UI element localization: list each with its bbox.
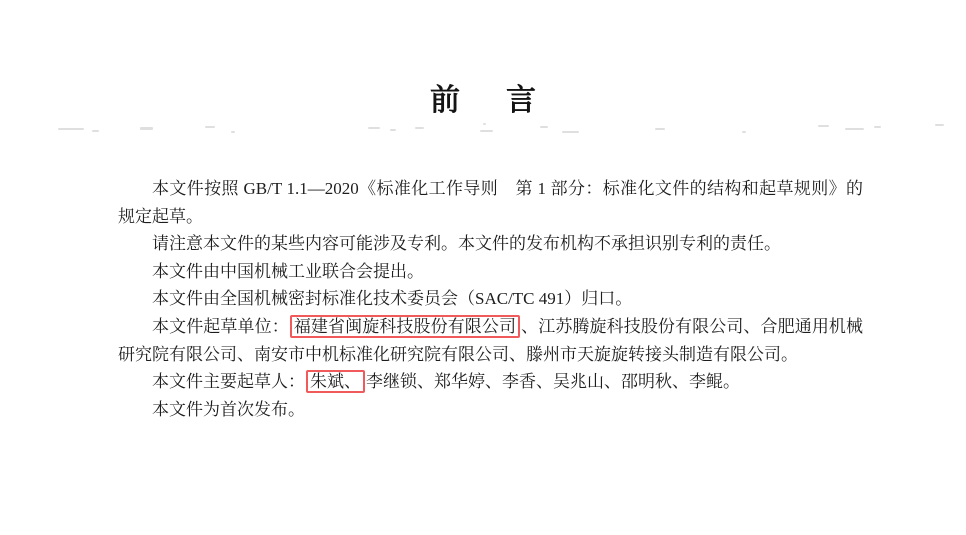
- paragraph-3: [118, 258, 863, 286]
- scan-artifact: [742, 131, 746, 133]
- text-segment: 本文件按照 GB/T 1.1—2020《标准化工作导则 第 1 部分：标准化文件的结构和起草规则》的规定起草。: [118, 179, 863, 226]
- scan-artifact: [140, 127, 153, 130]
- text-segment: 、江苏腾旋科技股份有限公司、合肥通用机械研究院有限公司、南安市中机标准化研究院有限公司、滕州市天旋旋转接头制造有限公司。: [118, 316, 864, 364]
- text-segment: 本文件由中国机械工业联合会提出。: [152, 261, 424, 281]
- scan-artifact: [415, 127, 424, 129]
- paragraph-6: [118, 368, 863, 396]
- scan-artifact: [562, 131, 579, 133]
- paragraph-5: [118, 313, 863, 368]
- page-title-char-1: 前: [430, 84, 460, 117]
- scan-artifact: [231, 131, 235, 133]
- document-body: [118, 175, 863, 423]
- highlight-boxed-text: 朱斌、: [306, 370, 365, 393]
- scan-artifact: [368, 127, 380, 129]
- highlight-boxed-text: 福建省闽旋科技股份有限公司: [290, 315, 520, 338]
- scan-artifact: [655, 128, 665, 130]
- text-segment: 本文件主要起草人：: [152, 372, 305, 392]
- paragraph-4: [118, 285, 863, 313]
- text-segment: 本文件起草单位：: [152, 316, 289, 336]
- scan-artifact: [818, 125, 829, 127]
- text-segment: 本文件由全国机械密封标准化技术委员会（SAC/TC 491）归口。: [152, 289, 633, 309]
- scan-artifact: [92, 130, 99, 132]
- scan-artifact: [845, 128, 864, 130]
- page-title-char-2: 言: [506, 84, 536, 117]
- paragraph-7: [118, 396, 863, 424]
- scan-artifact: [935, 124, 944, 126]
- scan-artifact: [483, 123, 486, 125]
- text-segment: 本文件为首次发布。: [152, 399, 305, 419]
- paragraph-2: [118, 230, 863, 258]
- scan-artifact: [58, 128, 84, 130]
- scan-artifact: [874, 126, 881, 128]
- scan-artifact: [390, 129, 396, 131]
- scan-artifact: [205, 126, 215, 128]
- scan-artifact: [540, 126, 548, 128]
- text-segment: 请注意本文件的某些内容可能涉及专利。本文件的发布机构不承担识别专利的责任。: [152, 234, 781, 254]
- paragraph-1: [118, 175, 863, 230]
- scan-artifact: [480, 130, 493, 132]
- page-title: [0, 84, 966, 118]
- text-segment: 李继锁、郑华婷、李香、吴兆山、邵明秋、李鲲。: [366, 372, 740, 392]
